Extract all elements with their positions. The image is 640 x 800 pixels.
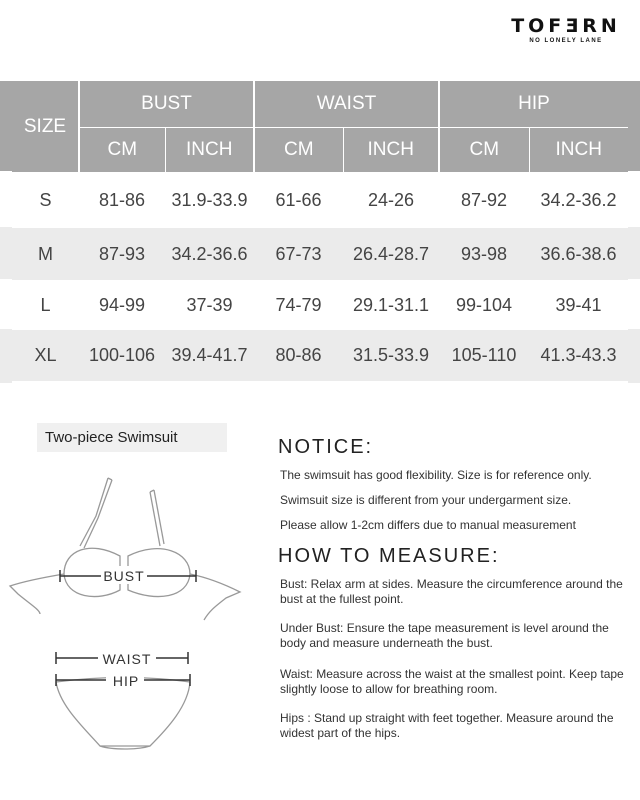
table-cell: 37-39 <box>165 280 254 330</box>
group-header-waist: WAIST <box>254 81 439 128</box>
table-cell: 93-98 <box>439 228 529 280</box>
table-cell: 34.2-36.6 <box>165 228 254 280</box>
table-header-units <box>12 128 628 173</box>
table-cell: 31.9-33.9 <box>165 172 254 228</box>
unit-header: CM <box>254 128 343 173</box>
unit-header: CM <box>439 128 529 173</box>
size-label: M <box>12 228 79 280</box>
table-cell: 105-110 <box>439 330 529 381</box>
how-to-item-waist: Waist: Measure across the waist at the smallest point. Keep tape slightly loose to allow for breathing room. <box>280 667 624 696</box>
illustration-caption: Two-piece Swimsuit <box>37 423 227 452</box>
bust-label: BUST <box>103 568 145 584</box>
brand-tagline: NO LONELY LANE <box>529 38 603 44</box>
table-cell: 100-106 <box>79 330 165 381</box>
notice-item: Swimsuit size is different from your undergarment size. <box>280 493 572 507</box>
table-row <box>12 280 628 330</box>
size-label: S <box>12 172 79 228</box>
table-cell: 87-93 <box>79 228 165 280</box>
how-to-item-under-bust: Under Bust: Ensure the tape measurement is level around the body and measure underneath the bust. <box>280 621 609 650</box>
table-cell: 29.1-31.1 <box>343 280 439 330</box>
table-band-right <box>628 81 640 383</box>
swimsuit-illustration <box>0 470 260 760</box>
group-header-bust: BUST <box>79 81 254 128</box>
unit-header: CM <box>79 128 165 173</box>
table-cell: 87-92 <box>439 172 529 228</box>
unit-header: INCH <box>529 128 628 173</box>
table-cell: 94-99 <box>79 280 165 330</box>
table-cell: 34.2-36.2 <box>529 172 628 228</box>
notice-title: NOTICE: <box>278 436 374 458</box>
table-row <box>12 330 628 381</box>
table-cell: 39-41 <box>529 280 628 330</box>
notice-item: Please allow 1-2cm differs due to manual measurement <box>280 518 576 532</box>
table-cell: 81-86 <box>79 172 165 228</box>
table-cell: 36.6-38.6 <box>529 228 628 280</box>
hip-label: HIP <box>112 673 140 689</box>
table-cell: 24-26 <box>343 172 439 228</box>
size-label: XL <box>12 330 79 381</box>
how-to-item-bust: Bust: Relax arm at sides. Measure the circumference around the bust at the fullest point. <box>280 577 623 606</box>
table-cell: 80-86 <box>254 330 343 381</box>
table-cell: 99-104 <box>439 280 529 330</box>
table-cell: 61-66 <box>254 172 343 228</box>
table-cell: 67-73 <box>254 228 343 280</box>
table-header-groups <box>12 81 628 128</box>
table-row <box>12 228 628 280</box>
notice-item: The swimsuit has good flexibility. Size is for reference only. <box>280 468 592 482</box>
size-label: L <box>12 280 79 330</box>
unit-header: INCH <box>165 128 254 173</box>
group-header-hip: HIP <box>439 81 628 128</box>
table-band-left <box>0 81 12 383</box>
brand-name: TOFƎRN <box>511 15 621 37</box>
waist-label: WAIST <box>102 651 152 667</box>
how-to-measure-title: HOW TO MEASURE: <box>278 545 500 567</box>
size-chart-table <box>12 81 628 381</box>
table-cell: 74-79 <box>254 280 343 330</box>
how-to-item-hips: Hips : Stand up straight with feet together. Measure around the widest part of the hips. <box>280 711 614 740</box>
table-cell: 26.4-28.7 <box>343 228 439 280</box>
table-cell: 41.3-43.3 <box>529 330 628 381</box>
table-cell: 39.4-41.7 <box>165 330 254 381</box>
brand-logo <box>510 16 622 44</box>
size-header: SIZE <box>12 81 79 172</box>
table-row <box>12 172 628 228</box>
unit-header: INCH <box>343 128 439 173</box>
table-cell: 31.5-33.9 <box>343 330 439 381</box>
